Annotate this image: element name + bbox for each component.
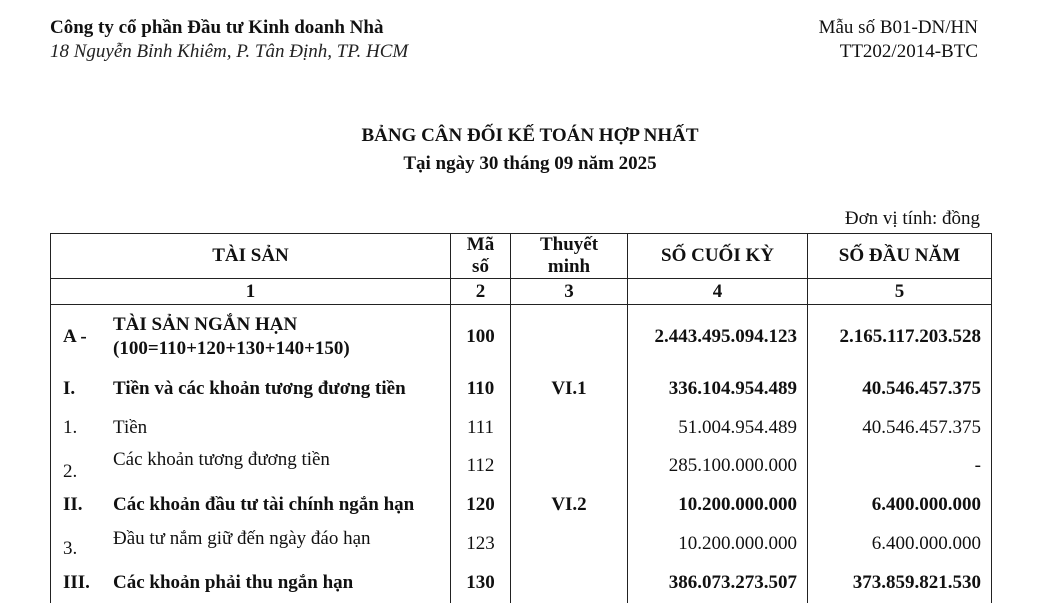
circular-number: TT202/2014-BTC <box>839 41 978 62</box>
row-end-balance: 10.200.000.000 <box>628 485 808 525</box>
table-header-row <box>51 234 992 279</box>
header-note: Thuyết minh <box>511 234 628 279</box>
row-note <box>511 525 628 563</box>
column-index-row <box>51 279 992 305</box>
row-begin-balance: - <box>808 447 992 485</box>
row-code: 111 <box>451 409 511 447</box>
row-label: Tiền và các khoản tương đương tiền <box>113 378 406 399</box>
column-index: 2 <box>451 279 511 305</box>
row-number: 2. <box>63 461 78 482</box>
form-number: Mẫu số B01-DN/HN <box>818 17 978 38</box>
column-index: 1 <box>51 279 451 305</box>
row-end-balance: 2.443.495.094.123 <box>628 305 808 370</box>
row-note <box>511 305 628 370</box>
row-label: Các khoản đầu tư tài chính ngắn hạn <box>113 494 415 515</box>
row-formula: (100=110+120+130+140+150) <box>113 338 350 359</box>
header-begin-balance: SỐ ĐẦU NĂM <box>808 234 992 279</box>
form-reference <box>819 16 978 64</box>
company-name: Công ty cổ phần Đầu tư Kinh doanh Nhà <box>50 17 384 38</box>
row-code: 110 <box>451 369 511 409</box>
table-row <box>51 525 992 563</box>
row-name-cell <box>51 369 451 409</box>
row-begin-balance: 6.400.000.000 <box>808 525 992 563</box>
row-number: 3. <box>63 538 78 559</box>
document-date: Tại ngày 30 tháng 09 năm 2025 <box>403 153 657 174</box>
row-number: 1. <box>63 417 78 438</box>
row-number: II. <box>63 494 83 515</box>
row-end-balance: 336.104.954.489 <box>628 369 808 409</box>
row-note: VI.1 <box>511 369 628 409</box>
column-index: 3 <box>511 279 628 305</box>
table-row <box>51 447 992 485</box>
row-label: Tiền <box>113 417 148 438</box>
header-end-balance: SỐ CUỐI KỲ <box>628 234 808 279</box>
table-row <box>51 485 992 525</box>
company-address: 18 Nguyễn Bỉnh Khiêm, P. Tân Định, TP. HCM <box>50 41 409 62</box>
row-number: I. <box>63 378 76 399</box>
table-row <box>51 409 992 447</box>
row-note <box>511 409 628 447</box>
table-row <box>51 563 992 603</box>
row-code: 130 <box>451 563 511 603</box>
row-number: III. <box>63 572 90 593</box>
row-end-balance: 285.100.000.000 <box>628 447 808 485</box>
row-name-cell <box>51 525 451 563</box>
row-note: VI.2 <box>511 485 628 525</box>
row-label: Các khoản tương đương tiền <box>113 449 330 470</box>
row-name-cell <box>51 409 451 447</box>
column-index: 4 <box>628 279 808 305</box>
column-index: 5 <box>808 279 992 305</box>
row-code: 120 <box>451 485 511 525</box>
row-begin-balance: 40.546.457.375 <box>808 369 992 409</box>
row-name-cell <box>51 563 451 603</box>
row-begin-balance: 40.546.457.375 <box>808 409 992 447</box>
document-title: BẢNG CÂN ĐỐI KẾ TOÁN HỢP NHẤT <box>361 125 699 146</box>
currency-unit: Đơn vị tính: đồng <box>844 208 980 229</box>
row-begin-balance: 6.400.000.000 <box>808 485 992 525</box>
row-code: 112 <box>451 447 511 485</box>
row-label: TÀI SẢN NGẮN HẠN <box>113 314 298 335</box>
row-number: A - <box>63 326 87 347</box>
row-begin-balance: 2.165.117.203.528 <box>808 305 992 370</box>
table-row <box>51 305 992 370</box>
row-end-balance: 51.004.954.489 <box>628 409 808 447</box>
row-end-balance: 10.200.000.000 <box>628 525 808 563</box>
header-code: Mã số <box>451 234 511 279</box>
company-header <box>50 16 408 64</box>
row-name-cell <box>51 305 451 370</box>
row-code: 100 <box>451 305 511 370</box>
row-note <box>511 447 628 485</box>
table-row <box>51 369 992 409</box>
row-code: 123 <box>451 525 511 563</box>
row-end-balance: 386.073.273.507 <box>628 563 808 603</box>
row-label: Đầu tư nắm giữ đến ngày đáo hạn <box>113 528 371 549</box>
row-name-cell <box>51 485 451 525</box>
row-note <box>511 563 628 603</box>
row-name-cell <box>51 447 451 485</box>
row-begin-balance: 373.859.821.530 <box>808 563 992 603</box>
balance-sheet-table <box>50 233 992 603</box>
header-asset: TÀI SẢN <box>51 234 451 279</box>
row-label: Các khoản phải thu ngắn hạn <box>113 572 354 593</box>
